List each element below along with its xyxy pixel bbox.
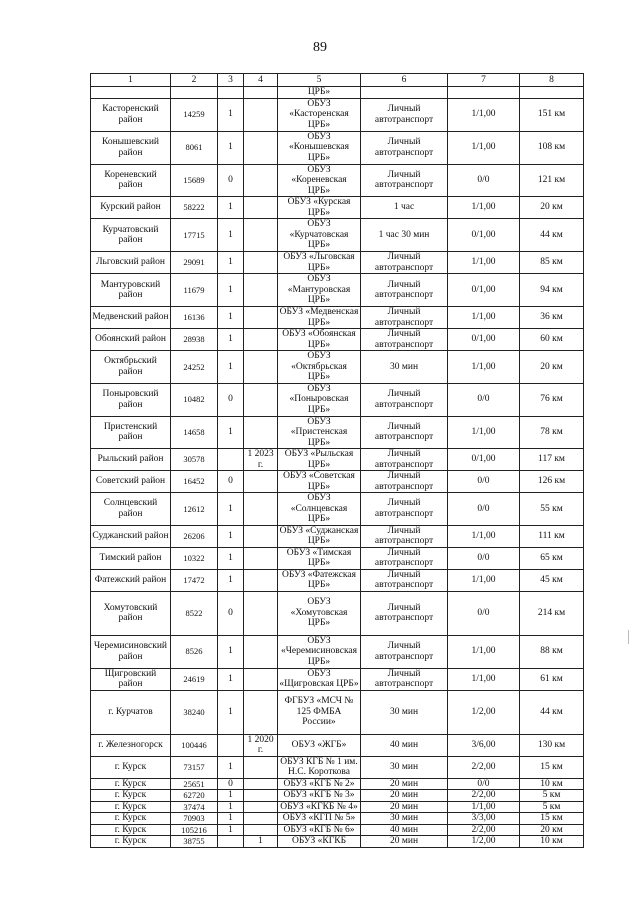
staff-cell: 0/1,00 — [448, 274, 520, 307]
transport-cell: 30 мин — [361, 756, 448, 778]
hospital-cell: ОБУЗ «Тимская ЦРБ» — [278, 547, 361, 569]
transport-cell: 1 час 30 мин — [361, 219, 448, 252]
planned-cell — [244, 274, 278, 307]
transport-cell: 30 мин — [361, 351, 448, 384]
count-cell: 1 — [218, 351, 244, 384]
staff-cell: 0/1,00 — [448, 449, 520, 471]
district-cell: Советский район — [91, 471, 171, 493]
distance-cell: 151 км — [520, 98, 584, 131]
transport-cell: Личный автотранспорт — [361, 569, 448, 591]
table-body — [91, 87, 584, 848]
population-cell: 25651 — [171, 778, 218, 790]
district-cell: Тимский район — [91, 547, 171, 569]
district-cell: г. Курск — [91, 824, 171, 836]
planned-cell — [244, 219, 278, 252]
population-cell: 8522 — [171, 591, 218, 635]
table-row — [91, 351, 584, 384]
district-cell: Поныровский район — [91, 383, 171, 416]
population-cell: 26206 — [171, 525, 218, 547]
planned-cell — [244, 690, 278, 734]
planned-cell: 1 2020 г. — [244, 734, 278, 756]
distance-cell: 88 км — [520, 635, 584, 668]
transport-cell: Личный автотранспорт — [361, 274, 448, 307]
population-cell — [171, 87, 218, 99]
count-cell: 1 — [218, 790, 244, 802]
table-row — [91, 525, 584, 547]
transport-cell: Личный автотранспорт — [361, 164, 448, 197]
hospital-cell: ОБУЗ «Щигровская ЦРБ» — [279, 668, 359, 689]
transport-cell: 20 мин — [361, 836, 448, 848]
table-row — [91, 836, 584, 848]
distance-cell: 45 км — [520, 569, 584, 591]
count-cell: 1 — [218, 569, 244, 591]
district-cell: г. Курск — [91, 790, 171, 802]
count-cell — [218, 836, 244, 848]
distance-cell: 111 км — [520, 525, 584, 547]
hospital-cell: ОБУЗ «Мантуровская ЦРБ» — [278, 274, 361, 307]
table-row — [91, 252, 584, 274]
district-cell: Рыльский район — [91, 449, 171, 471]
table-row — [91, 383, 584, 416]
hospital-cell: ОБУЗ «Медвенская ЦРБ» — [278, 307, 361, 329]
table-row — [91, 329, 584, 351]
transport-cell: Личный автотранспорт — [361, 471, 448, 493]
district-cell — [91, 87, 171, 99]
distance-cell: 117 км — [520, 449, 584, 471]
transport-cell: Личный автотранспорт — [361, 547, 448, 569]
table-row — [91, 131, 584, 164]
planned-cell — [244, 824, 278, 836]
district-cell: г. Курск — [91, 836, 171, 848]
hospital-cell: ОБУЗ «Льговская ЦРБ» — [278, 252, 361, 274]
transport-cell: 20 мин — [361, 778, 448, 790]
count-cell: 1 — [218, 197, 244, 219]
staff-cell: 1/1,00 — [448, 351, 520, 384]
staff-cell: 1/1,00 — [448, 569, 520, 591]
hospital-cell: ОБУЗ «Октябрьская ЦРБ» — [278, 351, 361, 384]
transport-cell: Личный автотранспорт — [361, 329, 448, 351]
table-row — [91, 813, 584, 825]
count-cell — [218, 449, 244, 471]
table-row — [91, 307, 584, 329]
planned-cell — [244, 813, 278, 825]
staff-cell: 0/0 — [448, 471, 520, 493]
table-row — [91, 690, 584, 734]
transport-cell: 20 мин — [361, 790, 448, 802]
district-cell: Мантуровский район — [91, 274, 171, 307]
staff-cell: 1/1,00 — [448, 197, 520, 219]
district-cell: г. Курск — [91, 801, 171, 813]
transport-cell: 40 мин — [361, 734, 448, 756]
district-cell: Солнцевский район — [91, 493, 171, 526]
hospital-cell: ОБУЗ «Хомутовская ЦРБ» — [278, 591, 361, 635]
district-cell: г. Железногорск — [91, 734, 171, 756]
transport-cell: 30 мин — [361, 690, 448, 734]
planned-cell: 1 — [244, 836, 278, 848]
district-cell: Черемисиновский район — [91, 635, 171, 668]
transport-cell: Личный автотранспорт — [361, 635, 448, 668]
population-cell: 62720 — [171, 790, 218, 802]
count-cell: 1 — [218, 824, 244, 836]
district-cell: Октябрьский район — [91, 351, 171, 384]
table-row — [91, 734, 584, 756]
count-cell — [218, 87, 244, 99]
population-cell: 30578 — [171, 449, 218, 471]
transport-cell: Личный автотранспорт — [361, 668, 448, 690]
population-cell: 8526 — [171, 635, 218, 668]
district-cell: Щигровский район — [91, 668, 171, 690]
staff-cell: 0/0 — [448, 164, 520, 197]
staff-cell: 3/3,00 — [448, 813, 520, 825]
transport-cell — [361, 87, 448, 99]
staff-cell — [448, 87, 520, 99]
population-cell: 73157 — [171, 756, 218, 778]
count-cell: 1 — [218, 635, 244, 668]
population-cell: 38240 — [171, 690, 218, 734]
hospital-cell: ОБУЗ КГБ № 1 им. Н.С. Короткова — [278, 756, 361, 778]
planned-cell — [244, 591, 278, 635]
distance-cell: 44 км — [520, 690, 584, 734]
population-cell: 24619 — [171, 668, 218, 690]
staff-cell: 0/1,00 — [448, 219, 520, 252]
distance-cell: 121 км — [520, 164, 584, 197]
hospital-cell: ОБУЗ «Солнцевская ЦРБ» — [278, 493, 361, 526]
district-cell: г. Курчатов — [91, 690, 171, 734]
population-cell: 100446 — [171, 734, 218, 756]
hospital-cell: ОБУЗ «КГБ № 3» — [278, 790, 361, 802]
planned-cell — [244, 525, 278, 547]
population-cell: 17715 — [171, 219, 218, 252]
hospital-cell: ОБУЗ «Пристенская ЦРБ» — [278, 416, 361, 449]
district-cell: Льговский район — [91, 252, 171, 274]
distance-cell: 36 км — [520, 307, 584, 329]
count-cell: 1 — [218, 274, 244, 307]
staff-cell: 1/1,00 — [448, 131, 520, 164]
hospital-cell: ОБУЗ «КГБ № 2» — [278, 778, 361, 790]
table-row — [91, 591, 584, 635]
population-cell: 12612 — [171, 493, 218, 526]
population-cell: 10322 — [171, 547, 218, 569]
staff-cell: 1/1,00 — [448, 525, 520, 547]
hospital-cell: ОБУЗ «Курчатовская ЦРБ» — [278, 219, 361, 252]
distance-cell: 5 км — [520, 801, 584, 813]
distance-cell: 214 км — [520, 591, 584, 635]
count-cell: 1 — [218, 131, 244, 164]
hospital-cell: ОБУЗ «Советская ЦРБ» — [278, 471, 361, 493]
planned-cell — [244, 98, 278, 131]
hospital-cell: ОБУЗ «Поныровская ЦРБ» — [278, 383, 361, 416]
count-cell: 0 — [218, 383, 244, 416]
population-cell: 24252 — [171, 351, 218, 384]
count-cell: 1 — [218, 252, 244, 274]
table-row — [91, 801, 584, 813]
staff-cell: 1/1,00 — [448, 635, 520, 668]
page-number: 89 — [313, 40, 327, 55]
staff-cell: 1/1,00 — [448, 416, 520, 449]
col-header: 5 — [278, 74, 361, 87]
hospital-cell: ОБУЗ «Черемисиновская ЦРБ» — [278, 635, 361, 668]
distance-cell: 44 км — [520, 219, 584, 252]
table-row — [91, 416, 584, 449]
count-cell: 1 — [218, 493, 244, 526]
population-cell: 37474 — [171, 801, 218, 813]
transport-cell: 40 мин — [361, 824, 448, 836]
planned-cell — [244, 416, 278, 449]
transport-cell: Личный автотранспорт — [361, 416, 448, 449]
transport-cell: Личный автотранспорт — [361, 131, 448, 164]
staff-cell: 1/1,00 — [448, 307, 520, 329]
planned-cell — [244, 778, 278, 790]
distance-cell: 5 км — [520, 790, 584, 802]
distance-cell — [520, 87, 584, 99]
hospital-cell: ОБУЗ «Кореневская ЦРБ» — [278, 164, 361, 197]
district-cell: Конышевский район — [91, 131, 171, 164]
col-header: 6 — [361, 74, 448, 87]
transport-cell: Личный автотранспорт — [361, 591, 448, 635]
planned-cell — [244, 351, 278, 384]
table-row — [91, 790, 584, 802]
distance-cell: 10 км — [520, 836, 584, 848]
table-row — [91, 274, 584, 307]
population-cell: 8061 — [171, 131, 218, 164]
staff-cell: 1/1,00 — [448, 252, 520, 274]
table-row — [91, 449, 584, 471]
staff-cell: 1/2,00 — [448, 836, 520, 848]
count-cell — [218, 734, 244, 756]
district-cell: Пристенский район — [91, 416, 171, 449]
population-cell: 105216 — [171, 824, 218, 836]
count-cell: 1 — [218, 307, 244, 329]
distance-cell: 10 км — [520, 778, 584, 790]
transport-cell: Личный автотранспорт — [361, 383, 448, 416]
col-header: 2 — [171, 74, 218, 87]
staff-cell: 2/2,00 — [448, 756, 520, 778]
table-row — [91, 824, 584, 836]
planned-cell — [244, 383, 278, 416]
planned-cell — [244, 801, 278, 813]
col-header: 7 — [448, 74, 520, 87]
count-cell: 0 — [218, 778, 244, 790]
transport-cell: Личный автотранспорт — [361, 252, 448, 274]
col-header: 1 — [91, 74, 171, 87]
transport-cell: Личный автотранспорт — [361, 525, 448, 547]
district-cell: Медвенский район — [91, 307, 171, 329]
count-cell: 1 — [218, 98, 244, 131]
district-cell: Обоянский район — [91, 329, 171, 351]
planned-cell — [244, 547, 278, 569]
col-header: 4 — [244, 74, 278, 87]
table-row — [91, 668, 584, 690]
population-cell: 16136 — [171, 307, 218, 329]
staff-cell: 0/0 — [448, 493, 520, 526]
table-row — [91, 164, 584, 197]
staff-cell: 2/2,00 — [448, 824, 520, 836]
planned-cell — [244, 307, 278, 329]
district-cell: Суджанский район — [91, 525, 171, 547]
planned-cell — [244, 668, 278, 690]
population-cell: 58222 — [171, 197, 218, 219]
staff-cell: 1/1,00 — [448, 668, 520, 690]
table-row — [91, 493, 584, 526]
distance-cell: 20 км — [520, 351, 584, 384]
transport-cell: 1 час — [361, 197, 448, 219]
hospital-table — [90, 73, 584, 848]
count-cell: 1 — [218, 668, 244, 690]
count-cell: 1 — [218, 813, 244, 825]
count-cell: 0 — [218, 164, 244, 197]
planned-cell: 1 2023 г. — [244, 449, 278, 471]
hospital-cell: ЦРБ» — [278, 87, 361, 99]
population-cell: 15689 — [171, 164, 218, 197]
staff-cell: 1/1,00 — [448, 801, 520, 813]
hospital-cell: ОБУЗ «КГКБ — [278, 836, 361, 848]
population-cell: 29091 — [171, 252, 218, 274]
population-cell: 28938 — [171, 329, 218, 351]
transport-cell: Личный автотранспорт — [361, 449, 448, 471]
planned-cell — [244, 569, 278, 591]
table-row — [91, 87, 584, 99]
distance-cell: 126 км — [520, 471, 584, 493]
count-cell: 1 — [218, 547, 244, 569]
planned-cell — [244, 131, 278, 164]
distance-cell: 76 км — [520, 383, 584, 416]
distance-cell: 20 км — [520, 824, 584, 836]
count-cell: 1 — [218, 329, 244, 351]
distance-cell: 20 км — [520, 197, 584, 219]
staff-cell: 2/2,00 — [448, 790, 520, 802]
population-cell: 16452 — [171, 471, 218, 493]
staff-cell: 0/0 — [448, 383, 520, 416]
table-row — [91, 471, 584, 493]
count-cell: 0 — [218, 471, 244, 493]
table-row — [91, 547, 584, 569]
count-cell: 1 — [218, 801, 244, 813]
table-row — [91, 98, 584, 131]
count-cell: 0 — [218, 591, 244, 635]
population-cell: 11679 — [171, 274, 218, 307]
distance-cell: 15 км — [520, 756, 584, 778]
count-cell: 1 — [218, 416, 244, 449]
population-cell: 17472 — [171, 569, 218, 591]
staff-cell: 1/2,00 — [448, 690, 520, 734]
hospital-cell: ОБУЗ «ЖГБ» — [278, 734, 361, 756]
distance-cell: 94 км — [520, 274, 584, 307]
planned-cell — [244, 635, 278, 668]
population-cell: 10482 — [171, 383, 218, 416]
hospital-cell: ОБУЗ «Рыльская ЦРБ» — [278, 449, 361, 471]
staff-cell: 3/6,00 — [448, 734, 520, 756]
hospital-cell: ФГБУЗ «МСЧ № 125 ФМБА России» — [278, 690, 361, 734]
district-cell: Касторенский район — [91, 98, 171, 131]
table-row — [91, 635, 584, 668]
district-cell: г. Курск — [91, 778, 171, 790]
count-cell: 1 — [218, 756, 244, 778]
count-cell: 1 — [218, 219, 244, 252]
planned-cell — [244, 87, 278, 99]
distance-cell: 108 км — [520, 131, 584, 164]
distance-cell: 85 км — [520, 252, 584, 274]
district-cell: Курчатовский район — [91, 219, 171, 252]
table-row — [91, 778, 584, 790]
table-row — [91, 569, 584, 591]
planned-cell — [244, 329, 278, 351]
distance-cell: 78 км — [520, 416, 584, 449]
planned-cell — [244, 756, 278, 778]
distance-cell: 65 км — [520, 547, 584, 569]
distance-cell: 61 км — [520, 668, 584, 690]
transport-cell: 20 мин — [361, 801, 448, 813]
hospital-cell: ОБУЗ «Обоянская ЦРБ» — [278, 329, 361, 351]
district-cell: Курский район — [91, 197, 171, 219]
staff-cell: 0/1,00 — [448, 329, 520, 351]
hospital-cell: ОБУЗ «Конышевская ЦРБ» — [278, 131, 361, 164]
distance-cell: 55 км — [520, 493, 584, 526]
district-cell: Фатежский район — [91, 569, 171, 591]
distance-cell: 130 км — [520, 734, 584, 756]
population-cell: 14259 — [171, 98, 218, 131]
hospital-cell: ОБУЗ «КГП № 5» — [278, 813, 361, 825]
staff-cell: 0/0 — [448, 778, 520, 790]
transport-cell: Личный автотранспорт — [361, 98, 448, 131]
col-header: 8 — [520, 74, 584, 87]
staff-cell: 1/1,00 — [448, 98, 520, 131]
staff-cell: 0/0 — [448, 591, 520, 635]
transport-cell: Личный автотранспорт — [361, 307, 448, 329]
district-cell: г. Курск — [91, 756, 171, 778]
table-row — [91, 756, 584, 778]
scan-mark — [628, 630, 629, 644]
planned-cell — [244, 790, 278, 802]
hospital-cell: ОБУЗ «КГКБ № 4» — [278, 801, 361, 813]
transport-cell: 30 мин — [361, 813, 448, 825]
population-cell: 38755 — [171, 836, 218, 848]
district-cell: Хомутовский район — [91, 591, 171, 635]
distance-cell: 60 км — [520, 329, 584, 351]
header-row — [91, 74, 584, 87]
planned-cell — [244, 164, 278, 197]
count-cell: 1 — [218, 690, 244, 734]
table-row — [91, 219, 584, 252]
col-header: 3 — [218, 74, 244, 87]
planned-cell — [244, 197, 278, 219]
district-cell: Кореневский район — [91, 164, 171, 197]
table-row — [91, 197, 584, 219]
hospital-cell: ОБУЗ «Курская ЦРБ» — [278, 197, 361, 219]
planned-cell — [244, 471, 278, 493]
hospital-cell: ОБУЗ «Фатежская ЦРБ» — [278, 569, 361, 591]
district-cell: г. Курск — [91, 813, 171, 825]
staff-cell: 0/0 — [448, 547, 520, 569]
distance-cell: 15 км — [520, 813, 584, 825]
hospital-cell: ОБУЗ «Суджанская ЦРБ» — [278, 525, 361, 547]
population-cell: 14658 — [171, 416, 218, 449]
hospital-cell: ОБУЗ «Касторенская ЦРБ» — [278, 98, 361, 131]
hospital-cell: ОБУЗ «КГБ № 6» — [278, 824, 361, 836]
population-cell: 70903 — [171, 813, 218, 825]
transport-cell: Личный автотранспорт — [361, 493, 448, 526]
count-cell: 1 — [218, 525, 244, 547]
planned-cell — [244, 493, 278, 526]
planned-cell — [244, 252, 278, 274]
